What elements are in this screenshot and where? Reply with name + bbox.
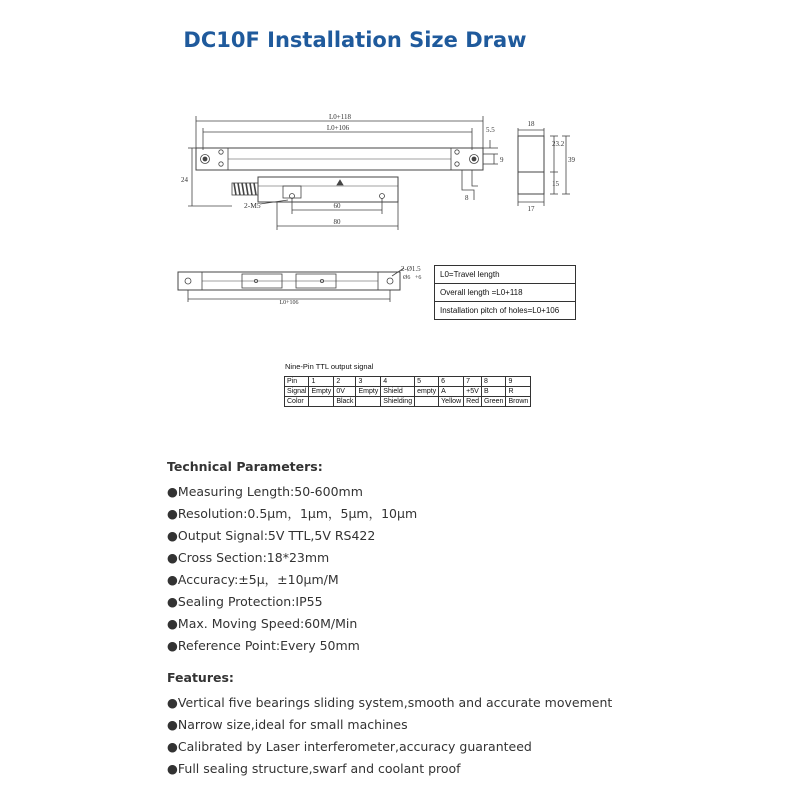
pin-table-cell: Signal <box>285 387 309 397</box>
technical-item: ●Cross Section:18*23mm <box>167 550 330 565</box>
pin-table-cell: Brown <box>506 397 531 407</box>
dim-17: 17 <box>527 205 535 213</box>
pin-table-cell: Black <box>334 397 356 407</box>
pin-table-cell: R <box>506 387 531 397</box>
dim-80: 80 <box>333 218 341 226</box>
pin-table-cell: 7 <box>464 377 482 387</box>
pin-table-cell: 6 <box>439 377 464 387</box>
dim-15: 15 <box>552 180 559 188</box>
dim-39: 39 <box>568 156 575 164</box>
legend-overall-length: Overall length =L0+118 <box>435 284 575 302</box>
dim-60: 60 <box>333 202 341 210</box>
pin-table-cell <box>356 397 381 407</box>
legend-hole-pitch: Installation pitch of holes=L0+106 <box>440 306 560 315</box>
pin-table-cell: Red <box>464 397 482 407</box>
pin-table-cell: Color <box>285 397 309 407</box>
pin-table-cell: Shielding <box>381 397 415 407</box>
pin-table-cell: B <box>481 387 505 397</box>
technical-item: ●Reference Point:Every 50mm <box>167 638 360 653</box>
feature-item: ●Calibrated by Laser interferometer,accuracy guaranteed <box>167 739 532 754</box>
dim-8: 8 <box>465 194 469 202</box>
pin-table-caption: Nine-Pin TTL output signal <box>285 362 374 371</box>
dim-18: 18 <box>527 120 535 128</box>
technical-item: ●Resolution:0.5μm，1μm，5μm，10μm <box>167 506 418 521</box>
dim-2m5: 2-M5 <box>244 201 261 210</box>
pin-table-cell: 3 <box>356 377 381 387</box>
dim-5-5: 5.5 <box>486 126 495 134</box>
pin-table-cell <box>415 397 439 407</box>
legend-travel-length: L0=Travel length <box>435 266 575 284</box>
feature-item: ●Vertical five bearings sliding system,smooth and accurate movement <box>167 695 613 710</box>
pin-table-cell: 0V <box>334 387 356 397</box>
pin-table <box>284 376 531 407</box>
pin-table-row <box>285 377 531 387</box>
dim-overall: L0+118 <box>329 113 351 121</box>
dim-24: 24 <box>181 176 188 184</box>
pin-table-cell: Empty <box>356 387 381 397</box>
technical-heading: Technical Parameters: <box>167 459 323 474</box>
pin-table-cell: 2 <box>334 377 356 387</box>
dim-pitch-bottom: L0+106 <box>279 300 299 306</box>
dim-hole-b: Ø6 <box>403 275 411 281</box>
pin-table-row <box>285 397 531 407</box>
dim-23-2: 23.2 <box>552 140 565 148</box>
dim-hole-a: 2-Ø1.5 <box>401 265 421 273</box>
pin-table-cell: 1 <box>309 377 334 387</box>
pin-table-cell: 4 <box>381 377 415 387</box>
feature-item: ●Narrow size,ideal for small machines <box>167 717 408 732</box>
technical-item: ●Accuracy:±5μ，±10μm/M <box>167 572 339 587</box>
technical-item: ●Sealing Protection:IP55 <box>167 594 323 609</box>
pin-table-cell: A <box>439 387 464 397</box>
pin-table-cell: 5 <box>415 377 439 387</box>
features <box>167 670 727 780</box>
pin-table-cell: empty <box>415 387 439 397</box>
dim-9: 9 <box>500 156 504 164</box>
dim-pitch: L0+106 <box>326 124 350 132</box>
features-heading: Features: <box>167 670 234 685</box>
feature-item: ●Full sealing structure,swarf and coolant proof <box>167 761 461 776</box>
pin-table-cell: +5V <box>464 387 482 397</box>
pin-table-cell: 9 <box>506 377 531 387</box>
pin-table-cell: Green <box>481 397 505 407</box>
technical-parameters <box>167 459 727 657</box>
pin-table-cell: Shield <box>381 387 415 397</box>
dim-hole-c: +6 <box>415 275 422 281</box>
legend-box <box>434 265 576 320</box>
pin-table-cell <box>309 397 334 407</box>
pin-table-cell: Yellow <box>439 397 464 407</box>
technical-item: ●Output Signal:5V TTL,5V RS422 <box>167 528 376 543</box>
technical-item: ●Max. Moving Speed:60M/Min <box>167 616 358 631</box>
installation-drawing <box>0 0 800 360</box>
pin-table-cell: 8 <box>481 377 505 387</box>
page-title: DC10F Installation Size Draw <box>183 28 527 52</box>
pin-table-cell: Pin <box>285 377 309 387</box>
pin-table-cell: Empty <box>309 387 334 397</box>
pin-table-row <box>285 387 531 397</box>
technical-item: ●Measuring Length:50-600mm <box>167 484 363 499</box>
